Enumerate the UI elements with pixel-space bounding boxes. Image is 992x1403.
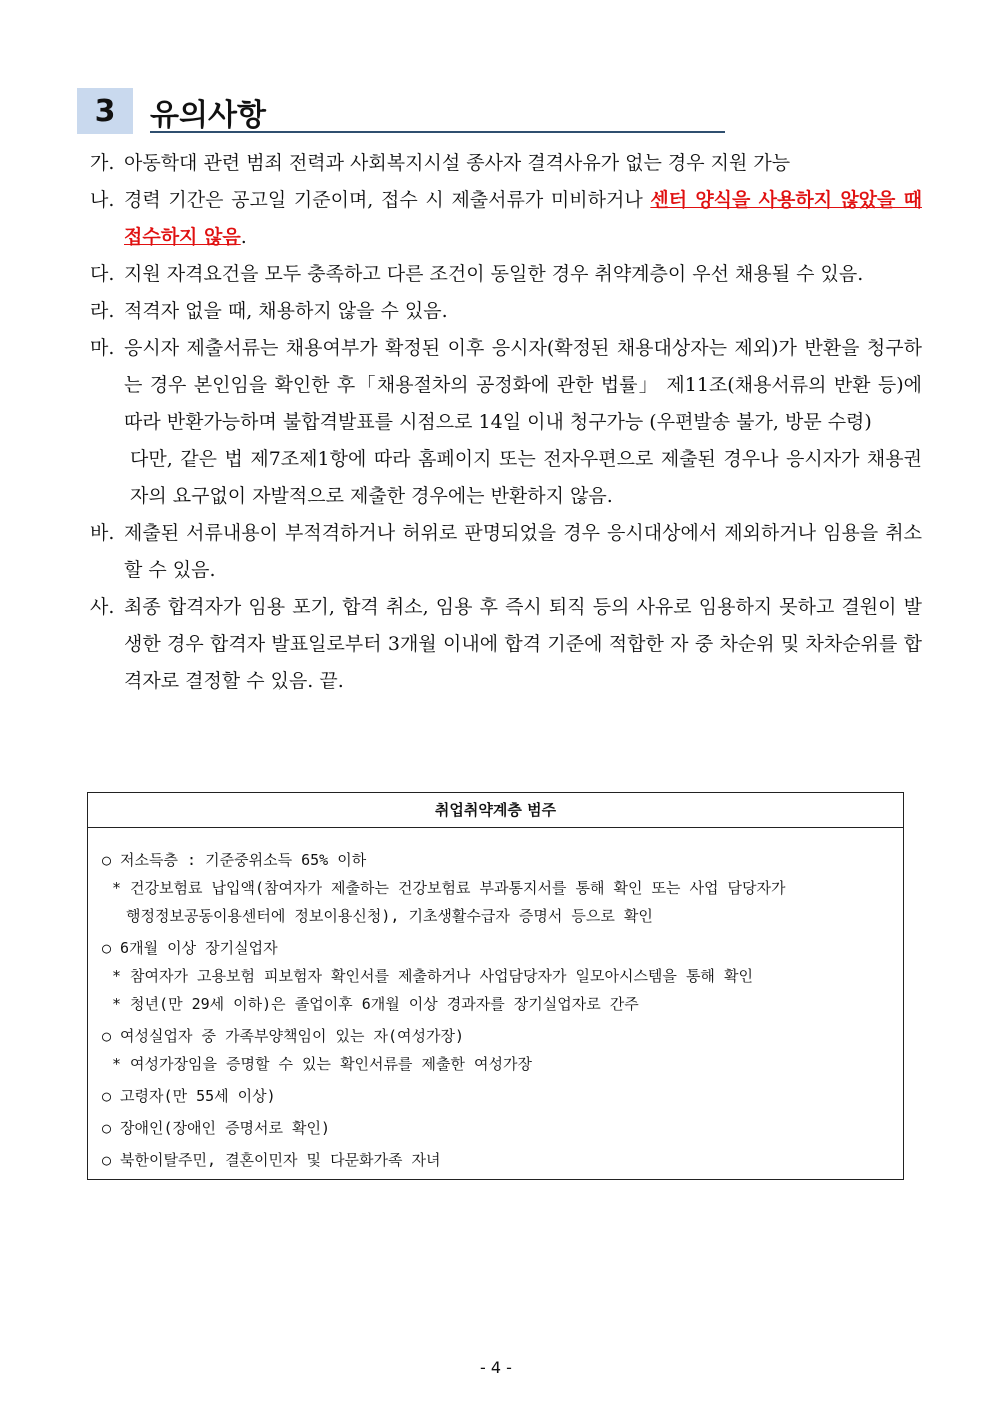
box-entry: ○ 장애인(장애인 증명서로 확인) [102,1119,331,1137]
box-sub-entry: * 참여자가 고용보험 피보험자 확인서를 제출하거나 사업담당자가 일모아시스템을 통해 확인 [112,967,753,985]
box-entry: ○ 북한이탈주민, 결혼이민자 및 다문화가족 자녀 [102,1151,441,1169]
section-title: 유의사항 [150,98,266,133]
section-number: 3 [77,88,133,134]
box-sub-entry: 행정정보공동이용센터에 정보이용신청), 기초생활수급자 증명서 등으로 확인 [126,907,653,925]
item-label: 가. [90,152,115,174]
item-label: 바. [90,522,115,544]
highlighted-warning: 센터 양식을 사용하지 않았을 때 접수하지 않음 [124,189,922,248]
notice-item-na [90,182,922,256]
page-number: - 4 - [480,1358,512,1377]
item-text: 적격자 없을 때, 채용하지 않을 수 있음. [124,300,448,322]
item-text: 최종 합격자가 임용 포기, 합격 취소, 임용 후 즉시 퇴직 등의 사유로 임용하지 못하고 결원이 발생한 경우 합격자 발표일로부터 3개월 이내에 합격 기준에 적합한 자 중 차순위 및 차차순위를 합격자로 결정할 수 있음. 끝. [124,596,922,692]
item-label: 다. [90,263,115,285]
item-text: 아동학대 관련 범죄 전력과 사회복지시설 종사자 결격사유가 없는 경우 지원 가능 [124,152,791,174]
item-text [124,182,922,256]
box-sub-entry: * 청년(만 29세 이하)은 졸업이후 6개월 이상 경과자를 장기실업자로 간주 [112,995,639,1013]
notice-list [90,145,922,700]
box-entry: ○ 여성실업자 중 가족부양책임이 있는 자(여성가장) [102,1027,465,1045]
notice-item-ma [90,330,922,441]
box-sub-entry: * 여성가장임을 증명할 수 있는 확인서류를 제출한 여성가장 [112,1055,533,1073]
box-body [88,828,903,1174]
box-entry: ○ 저소득층 : 기준중위소득 65% 이하 [102,851,367,869]
item-label: 나. [90,189,115,211]
box-sub-entry: * 건강보험료 납입액(참여자가 제출하는 건강보험료 부과통지서를 통해 확인 또는 사업 담당자가 [112,879,786,897]
notice-item-sa [90,589,922,700]
box-title: 취업취약계층 범주 [88,793,903,828]
item-text-part: 경력 기간은 공고일 기준이며, 접수 시 제출서류가 미비하거나 [124,189,651,211]
item-text: 제출된 서류내용이 부적격하거나 허위로 판명되었을 경우 응시대상에서 제외하거나 임용을 취소할 수 있음. [124,522,922,581]
section-header [77,88,649,134]
box-entry: ○ 고령자(만 55세 이상) [102,1087,276,1105]
box-entry: ○ 6개월 이상 장기실업자 [102,939,278,957]
notice-item-da [90,256,922,293]
item-label: 사. [90,596,115,618]
item-text-part: . [240,226,247,248]
notice-item-ra [90,293,922,330]
notice-item-ga [90,145,922,182]
notice-item-ba [90,515,922,589]
item-text: 지원 자격요건을 모두 충족하고 다른 조건이 동일한 경우 취약계층이 우선 채용될 수 있음. [124,263,864,285]
item-label: 마. [90,337,115,359]
item-label: 라. [90,300,115,322]
section-underline [150,131,725,133]
vulnerable-groups-box [87,792,904,1180]
item-text: 응시자 제출서류는 채용여부가 확정된 이후 응시자(확정된 채용대상자는 제외)가 반환을 청구하는 경우 본인임을 확인한 후「채용절차의 공정화에 관한 법률」 제11조(채용서류의 반환 등)에 따라 반환가능하며 불합격발표를 시점으로 14일 이내 청구가능 (우편발송 불가, 방문 수령) [124,337,922,433]
item-note: 다만, 같은 법 제7조제1항에 따라 홈페이지 또는 전자우편으로 제출된 경우나 응시자가 채용권자의 요구없이 자발적으로 제출한 경우에는 반환하지 않음. [130,448,922,507]
